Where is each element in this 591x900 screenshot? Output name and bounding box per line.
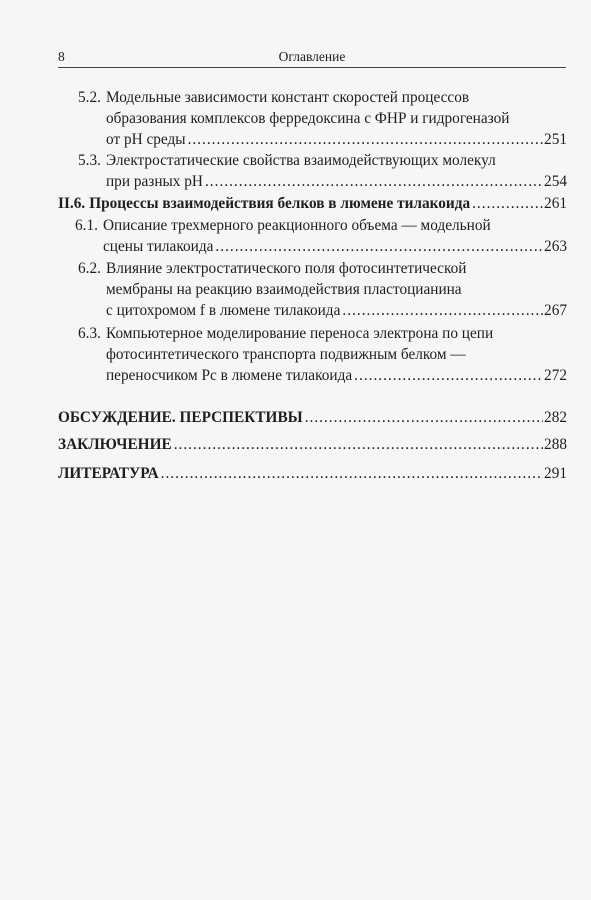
toc-entry-discussion[interactable] bbox=[58, 407, 567, 428]
toc-entry-number: 6.2. bbox=[78, 260, 101, 277]
toc-entry-page: 263 bbox=[544, 238, 567, 255]
toc-entry-page: 261 bbox=[544, 195, 567, 212]
toc-entry-line: с цитохромом f в люмене тилакоида bbox=[106, 302, 341, 319]
page-number: 8 bbox=[58, 49, 65, 64]
toc-entry-number: 6.3. bbox=[78, 325, 101, 342]
toc-entry-chapter-2-6[interactable] bbox=[58, 193, 567, 214]
toc-entry-page: 291 bbox=[544, 465, 567, 482]
toc-entry-line: ЛИТЕРАТУРА bbox=[58, 465, 159, 482]
toc-entry-page: 267 bbox=[544, 302, 567, 319]
toc-entry-6-3[interactable] bbox=[78, 323, 567, 386]
toc-entry-page: 272 bbox=[544, 367, 567, 384]
leader-dots bbox=[188, 129, 543, 150]
leader-dots bbox=[472, 193, 543, 214]
toc-entry-line: ЗАКЛЮЧЕНИЕ bbox=[58, 436, 172, 453]
toc-entry-5-2[interactable] bbox=[78, 87, 567, 150]
toc-entry-conclusion[interactable] bbox=[58, 434, 567, 455]
toc-entry-6-2[interactable] bbox=[78, 258, 567, 321]
toc-entry-line: образования комплексов ферредоксина с ФНР и гидрогеназой bbox=[106, 110, 510, 127]
toc-entry-5-3[interactable] bbox=[78, 150, 567, 192]
toc-entry-number: 5.3. bbox=[78, 152, 101, 169]
toc-entry-line: Компьютерное моделирование переноса электрона по цепи bbox=[106, 325, 494, 342]
toc-entry-line: Влияние электростатического поля фотосинтетической bbox=[106, 260, 467, 277]
toc-entry-number: II.6. bbox=[58, 195, 86, 212]
leader-dots bbox=[305, 407, 543, 428]
toc-entry-line: Электростатические свойства взаимодействующих молекул bbox=[106, 152, 496, 169]
toc-entry-page: 251 bbox=[544, 131, 567, 148]
leader-dots bbox=[205, 171, 543, 192]
toc-entry-page: 288 bbox=[544, 436, 567, 453]
toc-entry-number: 5.2. bbox=[78, 89, 101, 106]
toc-entry-line: Описание трехмерного реакционного объема — модельной bbox=[103, 217, 491, 234]
leader-dots bbox=[161, 463, 543, 484]
leader-dots bbox=[174, 434, 543, 455]
toc-entry-page: 254 bbox=[544, 173, 567, 190]
toc-entry-line: фотосинтетического транспорта подвижным белком — bbox=[106, 346, 466, 363]
toc-entry-line: переносчиком Pc в люмене тилакоида bbox=[106, 367, 353, 384]
toc-entry-number: 6.1. bbox=[75, 217, 98, 234]
toc-entry-page: 282 bbox=[544, 409, 567, 426]
running-title: Оглавление bbox=[278, 49, 346, 64]
leader-dots bbox=[354, 365, 543, 386]
running-header bbox=[58, 49, 566, 68]
toc-entry-6-1[interactable] bbox=[75, 215, 567, 257]
toc-entry-line: сцены тилакоида bbox=[103, 238, 214, 255]
toc-entry-line: Модельные зависимости констант скоростей процессов bbox=[106, 89, 470, 106]
leader-dots bbox=[342, 300, 543, 321]
toc-entry-line: мембраны на реакцию взаимодействия пластоцианина bbox=[106, 281, 462, 298]
toc-entry-references[interactable] bbox=[58, 463, 567, 484]
toc-entry-line: ОБСУЖДЕНИЕ. ПЕРСПЕКТИВЫ bbox=[58, 409, 303, 426]
leader-dots bbox=[215, 236, 543, 257]
toc-entry-line: от pH среды bbox=[106, 131, 186, 148]
toc-entry-line: Процессы взаимодействия белков в люмене тилакоида bbox=[89, 195, 471, 212]
toc-entry-line: при разных pH bbox=[106, 173, 203, 190]
